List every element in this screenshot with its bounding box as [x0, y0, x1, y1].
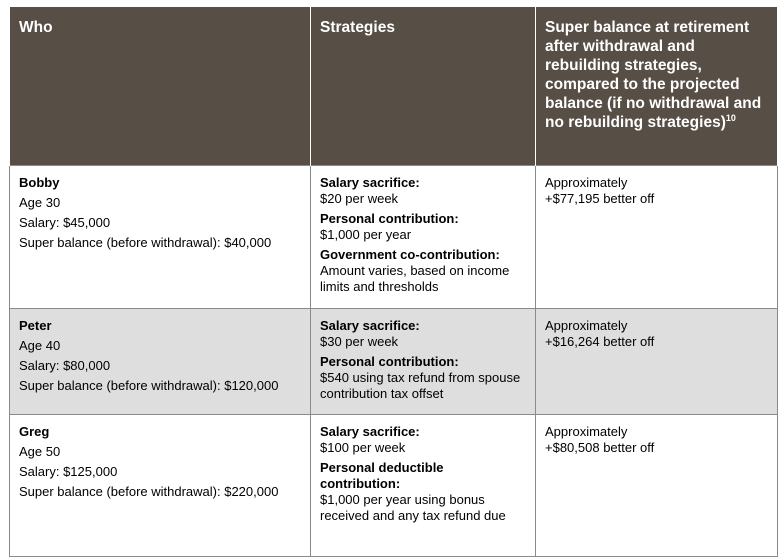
header-balance: [536, 7, 778, 165]
person-name: Bobby: [19, 174, 60, 190]
strategy-detail: $540 using tax refund from spouse contribution tax offset: [320, 369, 521, 401]
strategy-label: Personal contribution:: [320, 210, 459, 226]
person-salary: Salary: $45,000: [19, 214, 111, 230]
strategy-item: [320, 247, 527, 295]
strategy-item: [320, 424, 527, 456]
header-who: Who: [10, 7, 311, 165]
strategy-label: Personal deductible contribution:: [320, 459, 444, 491]
header-balance-text: Super balance at retirement after withdrawal and rebuilding strategies, compared to the projected balance (if no withdrawal and no rebuilding strategies): [545, 19, 762, 131]
strategy-detail: $1,000 per year using bonus received and any tax refund due: [320, 491, 506, 523]
person-age: Age 40: [19, 337, 61, 353]
strategy-detail: $1,000 per year: [320, 226, 412, 242]
result-approx: Approximately: [545, 174, 628, 190]
who-cell: [10, 165, 311, 308]
table-row: [10, 414, 778, 556]
table-header-row: [10, 7, 778, 165]
super-strategies-table: [9, 7, 778, 557]
header-strategies: Strategies: [311, 7, 536, 165]
table-row: [10, 308, 778, 414]
strategy-detail: $20 per week: [320, 190, 399, 206]
result-approx: Approximately: [545, 317, 628, 333]
strategy-item: [320, 175, 527, 207]
person-age: Age 50: [19, 443, 61, 459]
person-age: Age 30: [19, 194, 61, 210]
strategy-detail: $30 per week: [320, 333, 399, 349]
result-approx: Approximately: [545, 423, 628, 439]
strategies-cell: [311, 308, 536, 414]
strategy-item: [320, 211, 527, 243]
strategies-cell: [311, 414, 536, 556]
table-row: [10, 165, 778, 308]
header-balance-footnote: 10: [725, 112, 736, 123]
result-amount: +$77,195 better off: [545, 190, 655, 206]
result-amount: +$16,264 better off: [545, 333, 655, 349]
strategy-label: Salary sacrifice:: [320, 423, 420, 439]
person-super-balance: Super balance (before withdrawal): $40,000: [19, 234, 272, 250]
person-salary: Salary: $80,000: [19, 357, 111, 373]
person-name: Greg: [19, 423, 50, 439]
strategy-item: [320, 318, 527, 350]
strategy-label: Personal contribution:: [320, 353, 459, 369]
strategy-label: Salary sacrifice:: [320, 317, 420, 333]
who-cell: [10, 414, 311, 556]
person-super-balance: Super balance (before withdrawal): $220,000: [19, 483, 279, 499]
who-cell: [10, 308, 311, 414]
strategy-label: Government co-contribution:: [320, 246, 500, 262]
result-cell: [536, 414, 778, 556]
strategy-item: [320, 460, 527, 524]
strategies-cell: [311, 165, 536, 308]
result-amount: +$80,508 better off: [545, 439, 655, 455]
result-cell: [536, 308, 778, 414]
person-salary: Salary: $125,000: [19, 463, 118, 479]
strategy-item: [320, 354, 527, 402]
person-super-balance: Super balance (before withdrawal): $120,000: [19, 377, 279, 393]
strategy-label: Salary sacrifice:: [320, 174, 420, 190]
person-name: Peter: [19, 317, 52, 333]
strategy-detail: $100 per week: [320, 439, 406, 455]
strategy-detail: Amount varies, based on income limits and thresholds: [320, 262, 510, 294]
result-cell: [536, 165, 778, 308]
